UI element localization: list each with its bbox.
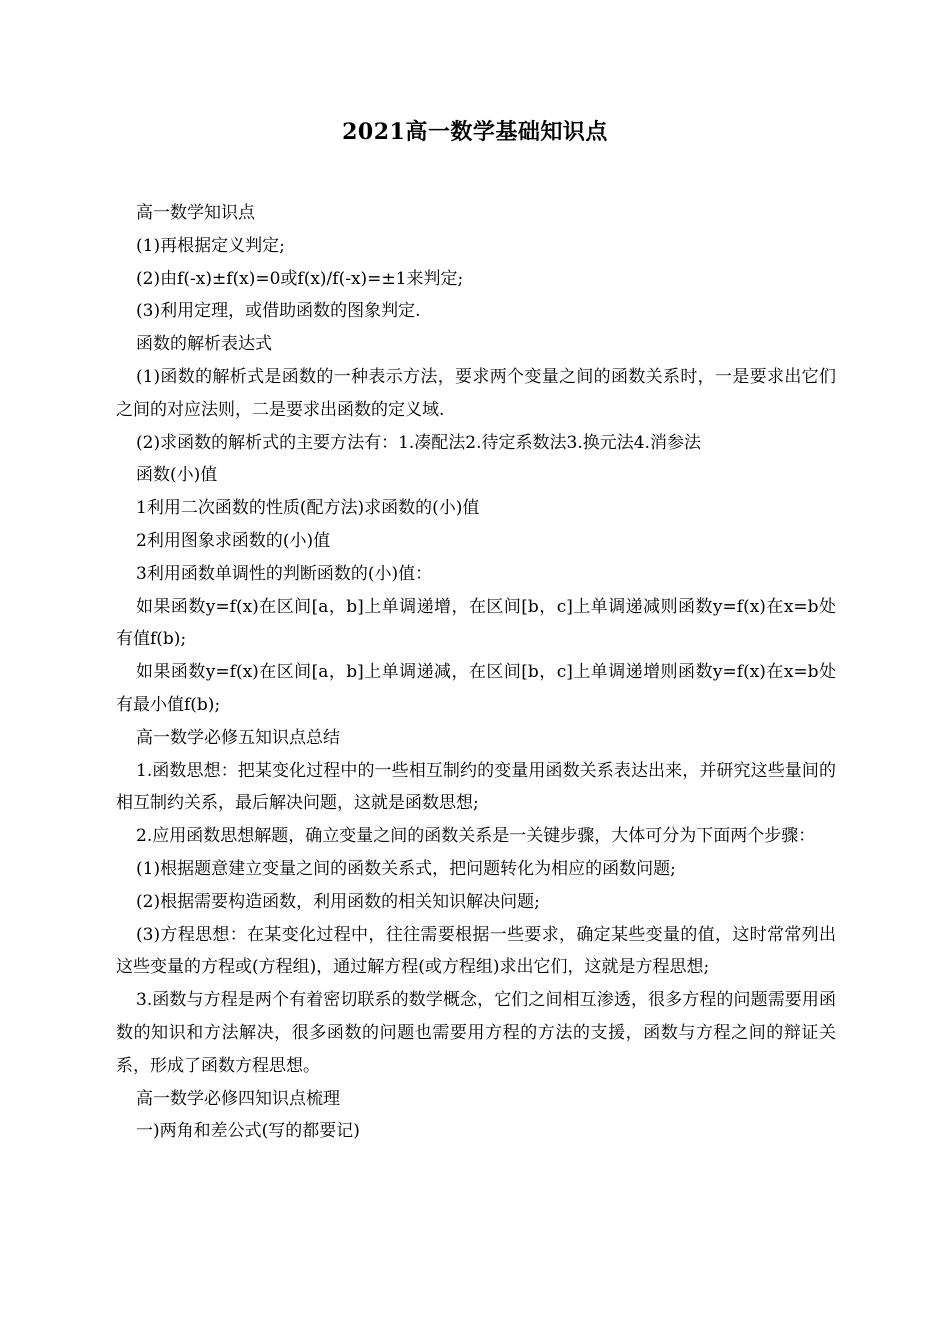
document-body: [116, 197, 836, 1148]
section-heading: 高一数学知识点: [136, 203, 255, 223]
paragraph: 1利用二次函数的性质(配方法)求函数的(小)值: [136, 498, 480, 519]
paragraph: 如果函数y=f(x)在区间[a，b]上单调递减，在区间[b，c]上单调递增则函数y=f(x)在x=b处有最小值f(b);: [116, 662, 836, 715]
paragraph: 如果函数y=f(x)在区间[a，b]上单调递增，在区间[b，c]上单调递减则函数y=f(x)在x=b处有值f(b);: [116, 596, 836, 650]
section-heading: 高一数学必修五知识点总结: [136, 727, 340, 748]
section-heading: 函数(小)值: [136, 465, 218, 486]
paragraph: (3)方程思想：在某变化过程中，往往需要根据一些要求，确定某些变量的值，这时常常列出这些变量的方程或(方程组)，通过解方程(或方程组)求出它们，这就是方程思想;: [116, 924, 836, 978]
paragraph: (1)根据题意建立变量之间的函数关系式，把问题转化为相应的函数问题;: [136, 858, 676, 879]
paragraph: 3利用函数单调性的判断函数的(小)值：: [136, 563, 433, 584]
paragraph: 2.应用函数思想解题，确立变量之间的函数关系是一关键步骤，大体可分为下面两个步骤：: [136, 826, 816, 847]
paragraph: (2)由f(-x)±f(x)=0或f(x)/f(-x)=±1来判定;: [136, 268, 464, 289]
section-heading: 函数的解析表达式: [136, 334, 272, 355]
paragraph: (1)再根据定义判定;: [136, 235, 285, 256]
paragraph: (2)求函数的解析式的主要方法有：1.凑配法2.待定系数法3.换元法4.消参法: [136, 432, 701, 453]
document-title: 2021高一数学基础知识点: [342, 119, 608, 145]
paragraph: (2)根据需要构造函数，利用函数的相关知识解决问题;: [136, 891, 540, 912]
paragraph: 1.函数思想：把某变化过程中的一些相互制约的变量用函数关系表达出来，并研究这些量间的相互制约关系，最后解决问题，这就是函数思想;: [116, 760, 836, 814]
paragraph: (3)利用定理，或借助函数的图象判定.: [136, 301, 421, 322]
section-heading: 高一数学必修四知识点梳理: [136, 1088, 340, 1109]
paragraph: 一)两角和差公式(写的都要记): [136, 1121, 360, 1142]
paragraph: 2利用图象求函数的(小)值: [136, 530, 331, 551]
paragraph: (1)函数的解析式是函数的一种表示方法，要求两个变量之间的函数关系时，一是要求出它们之间的对应法则，二是要求出函数的定义域.: [116, 366, 836, 420]
paragraph: 3.函数与方程是两个有着密切联系的数学概念，它们之间相互渗透，很多方程的问题需要用函数的知识和方法解决，很多函数的问题也需要用方程的方法的支援，函数与方程之间的辩证关系，形成了函数方程思想。: [116, 990, 836, 1076]
